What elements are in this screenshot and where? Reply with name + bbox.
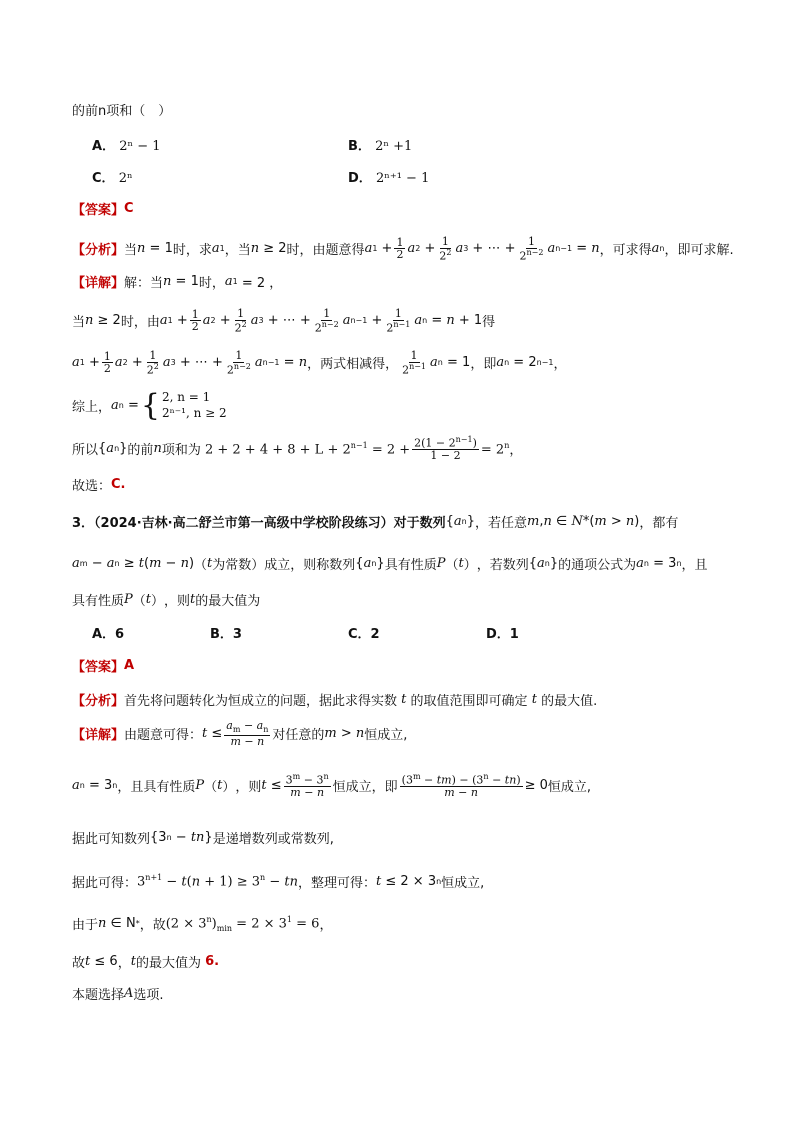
q3-detail-1: 【详解】 由题意可得： t ≤ $\frac{a_m - a_n}{m - n}$ 对任意的 m > n 恒成立, (72, 719, 408, 748)
detail-sum: 所以 { a n } 的前 n 项和为 $2 + 2 + 4 + 8 + L + 2^{n-1} = 2$ + $\frac{2(1 - 2^{n-1})}{1 - 2}$ = $2^n$ ， (72, 435, 523, 463)
q3-detail-2: a n = 3 n ，且具有性质 P （ t ） ，则 t ≤ $\frac{3^m - 3^n}{m - n}$ 恒成立，即 $\frac{(3^m - tm) - (3^n - tn)}{m - n}$ ≥ 0 恒成立, (72, 772, 592, 800)
option-a: A． 2ⁿ − 1 (92, 139, 161, 154)
q3-detail-4: 据此可得： $3^{n+1} - t(n + 1) \ge 3^n$ − tn ，整理可得： t ≤ 2 × 3 n 恒成立, (72, 873, 485, 891)
option-b: B． 2ⁿ +1 (348, 139, 413, 154)
detail-line-2: 当 n ≥ 2 时，由 a 1 + $\frac{1}{2}$ a 2 + $\frac{1}{2^2}$ a 3 + ⋯ + $\frac{1}{2^{n-2}}$ a n−1 + $\frac{1}{2^{n-1}}$ a n = n + 1 得 (72, 307, 496, 335)
q3-detail-5: 由于 n ∈ N * ，故 $(2 \times 3^n)_{min} = 2 \times 3^1 = 6$ ， (72, 914, 333, 933)
detail-line-1: 【详解】 解：当 n = 1 时， a 1 = 2 ， (72, 274, 283, 291)
detail-summary: 综上， a n = { 2, n = 1 2ⁿ⁻¹, n ≥ 2 (72, 387, 227, 423)
answer-line: 【答案】 C (72, 201, 134, 218)
q3-line-2: a m − a n ≥ t ( m − n ) （ t 为常数）成立，则称数列 { a n } 具有性质 P （ t ） ，若数列 { a n } 的通项公式为 a n = 3 n ，且 (72, 556, 708, 573)
q3-option-d: D．1 (486, 627, 519, 642)
q3-line-3: 具有性质 P （ t ） ，则 t 的最大值为 (72, 592, 261, 609)
question-tail-text: 的前n项和（ ） (72, 104, 172, 119)
q3-option-a: A．6 (92, 627, 125, 642)
q3-analysis: 【分析】 首先将问题转化为恒成立的问题，据此求得实数 t 的取值范围即可确定 t 的最大值. (72, 692, 598, 709)
q3-option-b: B．3 (210, 627, 242, 642)
choose-line: 故选： C. (72, 477, 126, 494)
detail-line-3: a 1 + $\frac{1}{2}$ a 2 + $\frac{1}{2^2}$ a 3 + ⋯ + $\frac{1}{2^{n-2}}$ a n−1 = n ，两式相减得， $\frac{1}{2^{n-1}}$ a n = 1 ，即 a n = 2 n−1 ， (72, 349, 567, 377)
q3-option-c: C．2 (348, 627, 380, 642)
q3-detail-6: 故 t ≤ 6 ， t 的最大值为 6. (72, 954, 220, 971)
option-d: D． 2ⁿ⁺¹ − 1 (348, 171, 430, 186)
q3-final: 本题选择 A 选项. (72, 986, 164, 1003)
q3-answer: 【答案】 A (72, 658, 135, 675)
option-c: C． 2ⁿ (92, 171, 133, 186)
q3-header: 3．（2024·吉林·高二舒兰市第一高级中学校阶段练习）对于数列 { a n } ，若任意 m , n ∈ N *( m > n ) ，都有 (72, 514, 679, 531)
analysis-line: 【分析】 当 n = 1 时，求 a 1 ，当 n ≥ 2 时，由题意得 a 1 + $\frac{1}{2}$ a 2 + $\frac{1}{2^2}$ a 3 + ⋯ + $\frac{1}{2^{n-2}}$ a n−1 = n ，可求得 a n ，即可求解. (72, 235, 734, 263)
question-tail (72, 100, 171, 119)
q3-detail-3: 据此可知数列 {3 n − tn } 是递增数列或常数列, (72, 830, 334, 847)
